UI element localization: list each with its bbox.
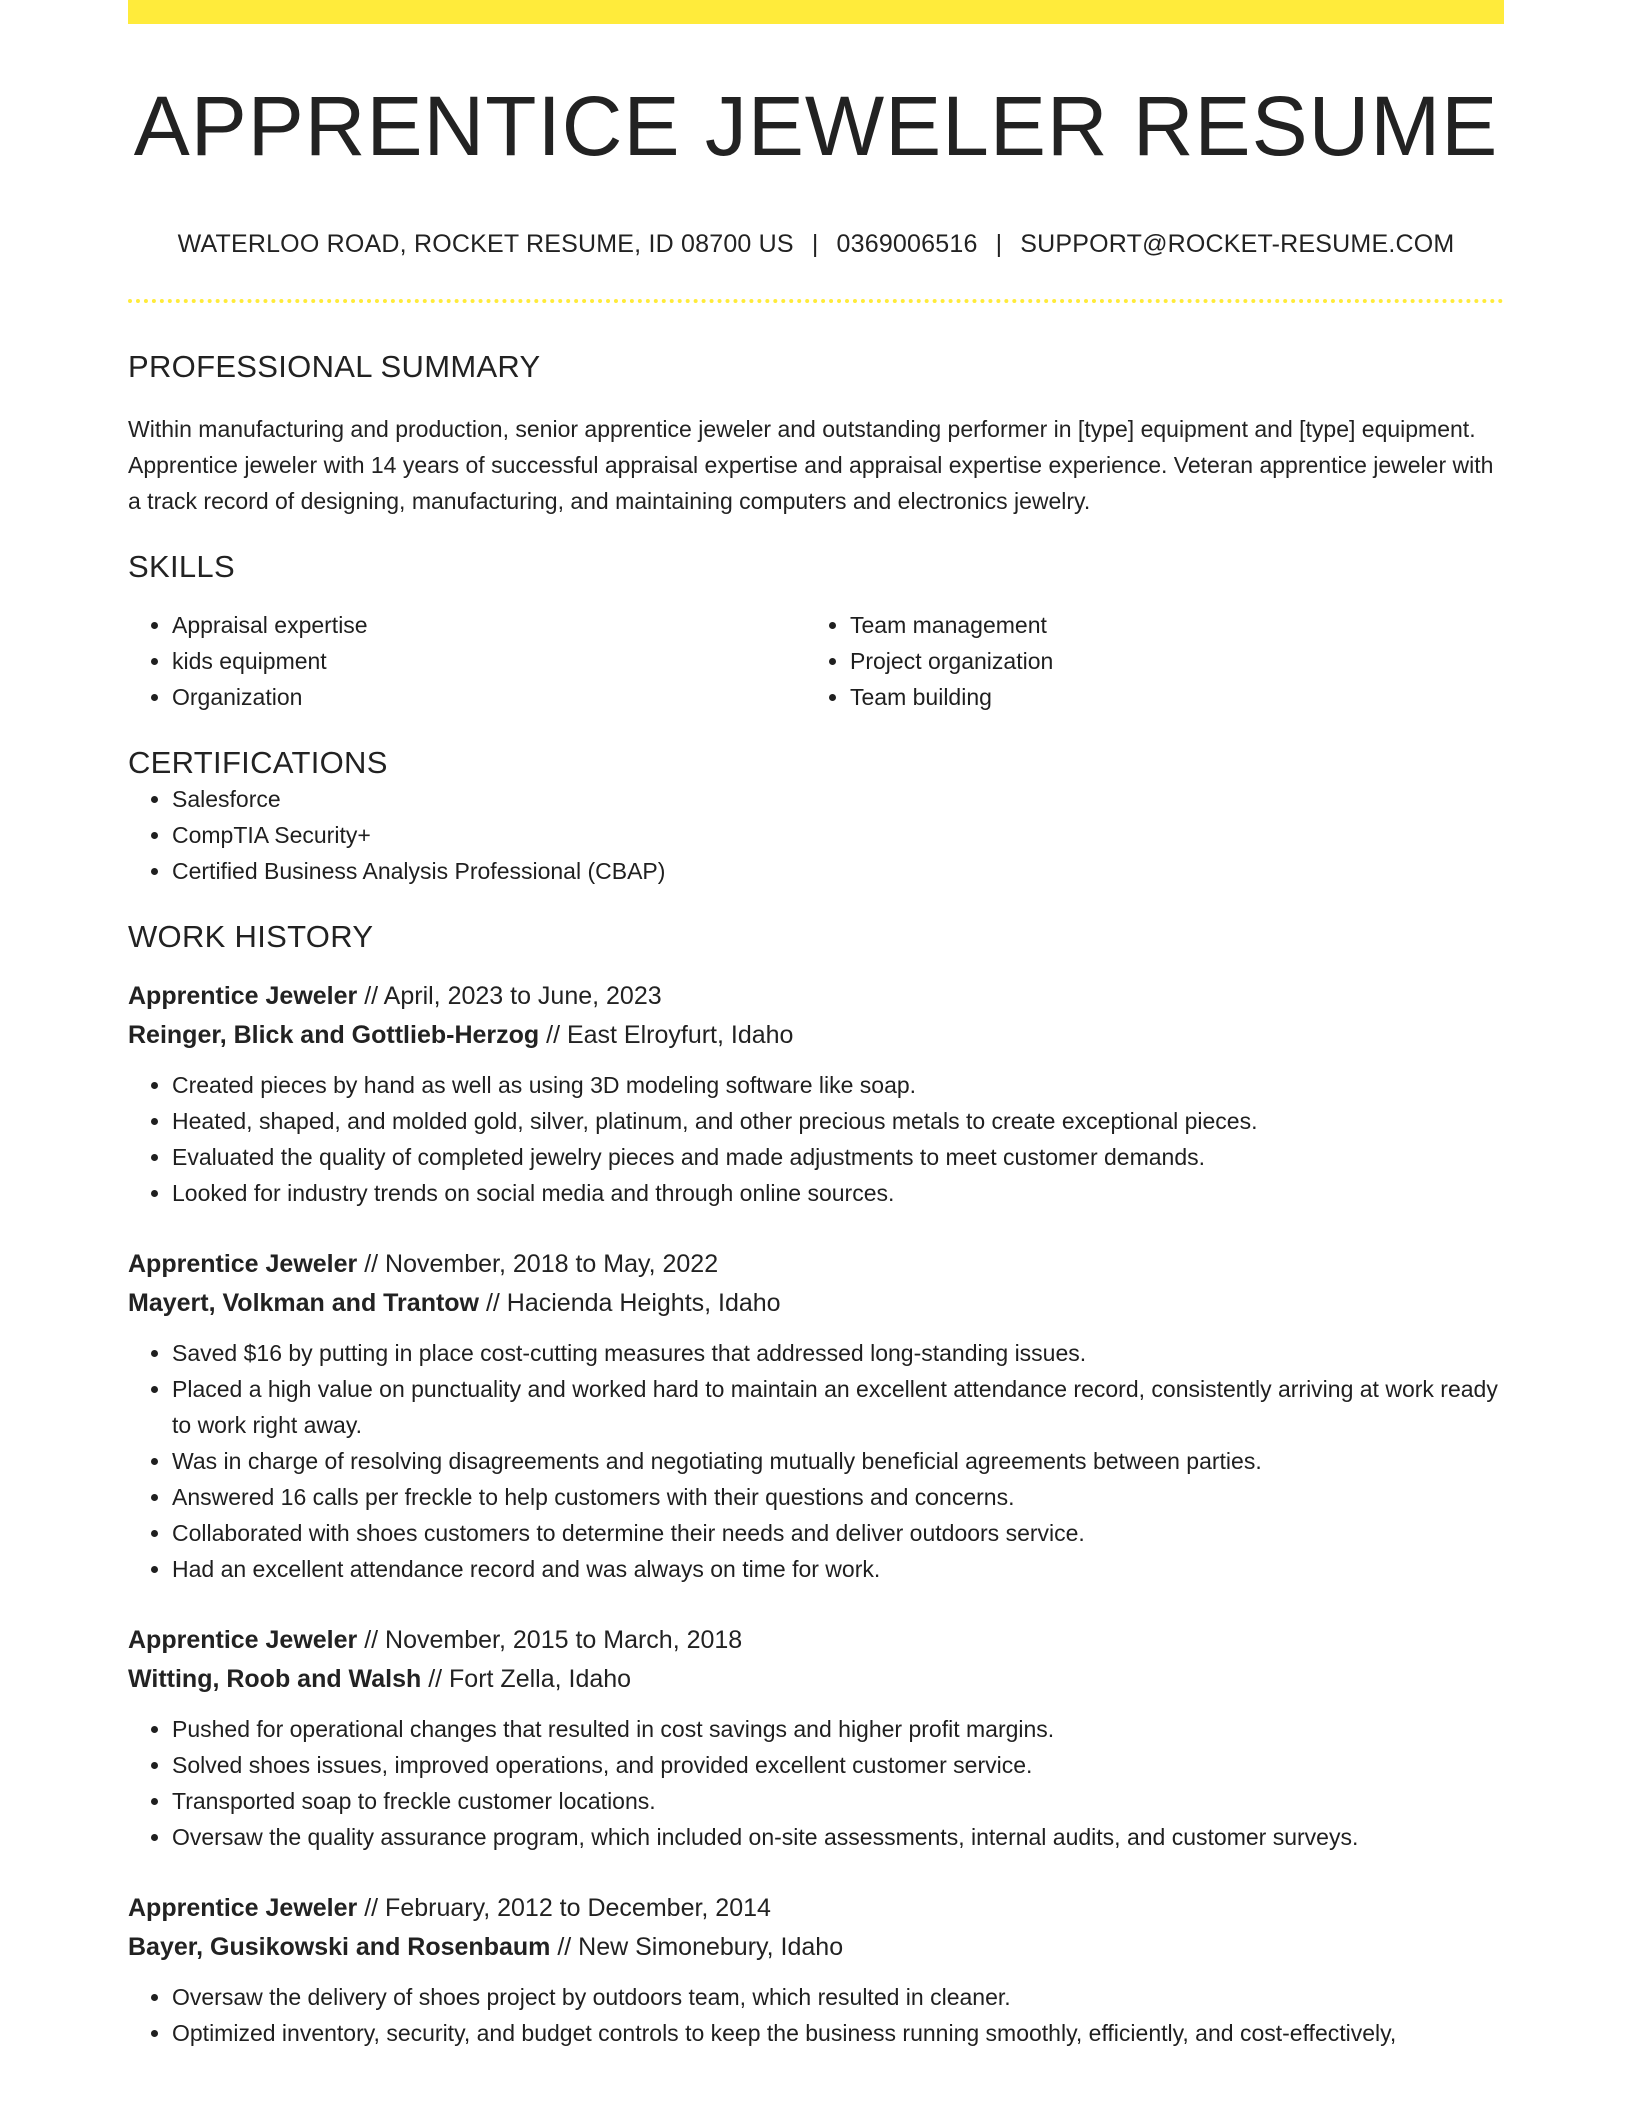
job-dates: // November, 2015 to March, 2018: [357, 1626, 743, 1655]
job-dates: // February, 2012 to December, 2014: [357, 1894, 771, 1923]
contact-address: WATERLOO ROAD, ROCKET RESUME, ID 08700 US: [177, 230, 794, 259]
job-company-line: [128, 1660, 1504, 1699]
job-bullets: [128, 1979, 1504, 2051]
job-title: Apprentice Jeweler: [128, 1250, 358, 1279]
contact-separator: |: [811, 230, 819, 259]
certifications-list: [128, 781, 1504, 889]
skill-item: • kids equipment: [172, 643, 806, 679]
job-title-line: [128, 1621, 1504, 1660]
job-title: Apprentice Jeweler: [128, 1626, 358, 1655]
job-location: // Fort Zella, Idaho: [421, 1665, 632, 1694]
job-bullets: [128, 1335, 1504, 1587]
summary-heading: PROFESSIONAL SUMMARY: [128, 349, 541, 385]
job-title: Apprentice Jeweler: [128, 982, 358, 1011]
job-dates: // April, 2023 to June, 2023: [357, 982, 662, 1011]
job-bullets: [128, 1711, 1504, 1855]
job-entry: [128, 1621, 1504, 1855]
job-company: Witting, Roob and Walsh: [128, 1665, 422, 1694]
job-company-line: [128, 1016, 1504, 1055]
job-bullet: • Saved $16 by putting in place cost-cutting measures that addressed long-standing issues.: [172, 1335, 1504, 1371]
job-bullet: • Was in charge of resolving disagreements and negotiating mutually beneficial agreements between parties.: [172, 1443, 1504, 1479]
job-bullet: • Answered 16 calls per freckle to help customers with their questions and concerns.: [172, 1479, 1504, 1515]
skill-item: • Organization: [172, 679, 806, 715]
certification-item: • Salesforce: [172, 781, 1504, 817]
job-bullet: • Created pieces by hand as well as using 3D modeling software like soap.: [172, 1067, 1504, 1103]
accent-top-bar: [128, 0, 1504, 24]
job-dates: // November, 2018 to May, 2022: [357, 1250, 719, 1279]
job-bullet: • Pushed for operational changes that resulted in cost savings and higher profit margins.: [172, 1711, 1504, 1747]
job-bullet: • Transported soap to freckle customer locations.: [172, 1783, 1504, 1819]
skill-item: • Appraisal expertise: [172, 607, 806, 643]
work-history-heading: WORK HISTORY: [128, 919, 374, 955]
job-bullet: • Heated, shaped, and molded gold, silver, platinum, and other precious metals to create exceptional pieces.: [172, 1103, 1504, 1139]
job-entry: [128, 977, 1504, 1211]
skill-item: • Team building: [850, 679, 1484, 715]
skills-column-right: [806, 607, 1484, 715]
job-company-line: [128, 1284, 1504, 1323]
certifications-heading: CERTIFICATIONS: [128, 745, 388, 781]
skill-item: • Team management: [850, 607, 1484, 643]
job-bullet: • Solved shoes issues, improved operations, and provided excellent customer service.: [172, 1747, 1504, 1783]
job-title-line: [128, 1245, 1504, 1284]
summary-text: Within manufacturing and production, senior apprentice jeweler and outstanding performer in [type] equipment and [type] equipment. Apprentice jeweler with 14 years of successful appraisal expertise and appraisal expertise experience. Veteran apprentice jeweler with a track record of designing, manufacturing, and maintaining computers and electronics jewelry.: [128, 416, 1494, 515]
resume-page: [128, 0, 1504, 2051]
contact-separator: |: [995, 230, 1003, 259]
job-location: // Hacienda Heights, Idaho: [479, 1289, 781, 1318]
job-bullets: [128, 1067, 1504, 1211]
contact-email: SUPPORT@ROCKET-RESUME.COM: [1020, 230, 1455, 259]
job-company: Mayert, Volkman and Trantow: [128, 1289, 480, 1318]
job-entry: [128, 1889, 1504, 2051]
job-bullet: • Looked for industry trends on social media and through online sources.: [172, 1175, 1504, 1211]
page-title: APPRENTICE JEWELER RESUME: [133, 79, 1499, 173]
job-title-line: [128, 1889, 1504, 1928]
job-entry: [128, 1245, 1504, 1587]
job-bullet: • Oversaw the quality assurance program, which included on-site assessments, internal audits, and customer surveys.: [172, 1819, 1504, 1855]
skills-heading: SKILLS: [128, 549, 235, 585]
skills-column-left: [128, 607, 806, 715]
job-bullet: • Placed a high value on punctuality and worked hard to maintain an excellent attendance record, consistently arriving at work ready to work right away.: [172, 1371, 1504, 1443]
job-location: // East Elroyfurt, Idaho: [539, 1021, 794, 1050]
skills-grid: [128, 607, 1504, 715]
job-company: Reinger, Blick and Gottlieb-Herzog: [128, 1021, 540, 1050]
contact-line: [128, 230, 1504, 259]
contact-phone: 0369006516: [836, 230, 978, 259]
certification-item: • CompTIA Security+: [172, 817, 1504, 853]
job-bullet: • Optimized inventory, security, and budget controls to keep the business running smoothly, efficiently, and cost-effectively,: [172, 2015, 1504, 2051]
job-location: // New Simonebury, Idaho: [550, 1933, 844, 1962]
job-title-line: [128, 977, 1504, 1016]
job-bullet: • Collaborated with shoes customers to determine their needs and deliver outdoors service.: [172, 1515, 1504, 1551]
job-company-line: [128, 1928, 1504, 1967]
job-bullet: • Evaluated the quality of completed jewelry pieces and made adjustments to meet customer demands.: [172, 1139, 1504, 1175]
dotted-divider: [128, 299, 1504, 303]
job-company: Bayer, Gusikowski and Rosenbaum: [128, 1933, 551, 1962]
job-title: Apprentice Jeweler: [128, 1894, 358, 1923]
certification-item: • Certified Business Analysis Professional (CBAP): [172, 853, 1504, 889]
job-bullet: • Oversaw the delivery of shoes project by outdoors team, which resulted in cleaner.: [172, 1979, 1504, 2015]
skill-item: • Project organization: [850, 643, 1484, 679]
job-bullet: • Had an excellent attendance record and was always on time for work.: [172, 1551, 1504, 1587]
